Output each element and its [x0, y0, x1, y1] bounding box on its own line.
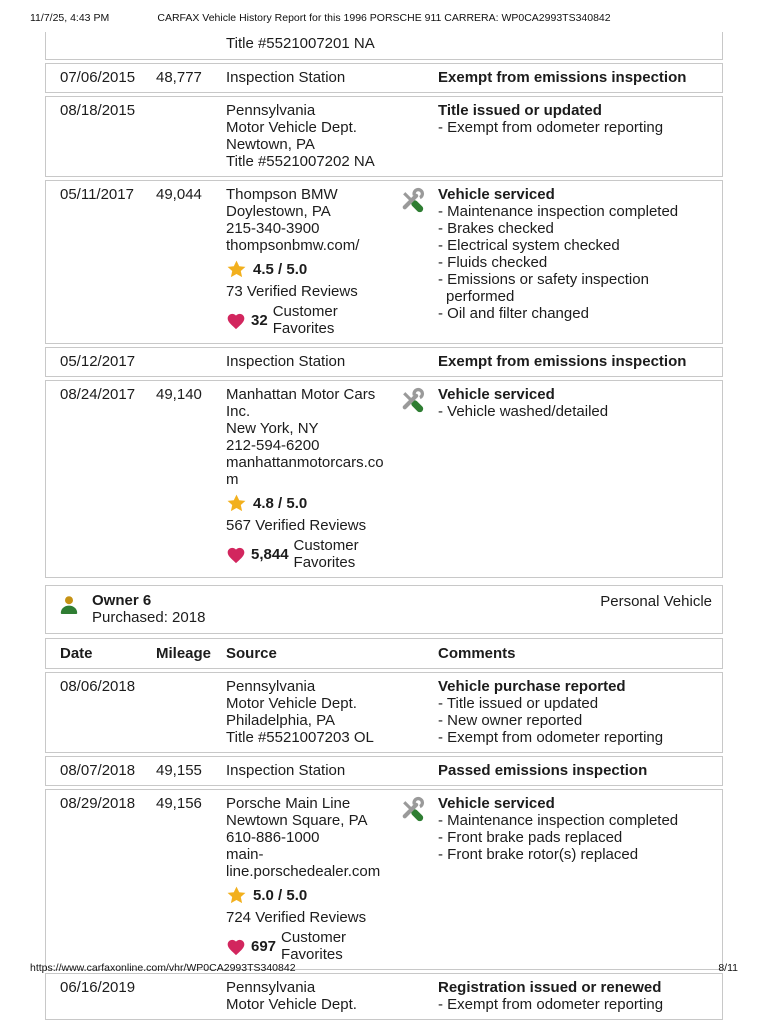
table-row [45, 756, 723, 786]
row-mileage: 48,777 [156, 69, 202, 86]
print-title: CARFAX Vehicle History Report for this 1996 PORSCHE 911 CARRERA: WP0CA2993TS340842 [157, 12, 611, 24]
row-source [226, 795, 398, 963]
star-icon [226, 885, 247, 906]
row-source [226, 102, 398, 170]
row-date: 07/06/2015 [60, 69, 136, 86]
row-source [226, 186, 398, 337]
comment-item: - Exempt from odometer reporting [438, 119, 664, 136]
customer-favorites [226, 303, 398, 337]
row-date: 08/18/2015 [60, 102, 136, 119]
dealer-rating [226, 493, 398, 514]
row-source [226, 35, 398, 52]
source-line: Title #5521007203 OL [226, 729, 374, 746]
dealer-rating [226, 885, 398, 906]
source-line: New York, NY [226, 420, 319, 437]
source-line: Newtown, PA [226, 136, 315, 153]
heart-icon [226, 937, 246, 956]
customer-favorites [226, 929, 398, 963]
source-line: 212-594-6200 [226, 437, 320, 454]
verified-reviews: 73 Verified Reviews [226, 283, 358, 300]
header-source: Source [226, 645, 277, 662]
comment-item: - Title issued or updated [438, 695, 599, 712]
row-mileage: 49,140 [156, 386, 202, 403]
heart-icon [226, 311, 246, 330]
table-row [45, 32, 723, 60]
comment-item: - New owner reported [438, 712, 583, 729]
row-mileage: 49,155 [156, 762, 202, 779]
source-line: Pennsylvania [226, 102, 316, 119]
table-row [45, 973, 723, 1020]
service-wrench-icon [398, 187, 425, 214]
rating-value: 4.8 / 5.0 [253, 495, 308, 512]
source-line: Doylestown, PA [226, 203, 331, 220]
table-row [45, 96, 723, 177]
source-line: Inspection Station [226, 69, 346, 86]
row-source [226, 678, 398, 746]
customer-favorites [226, 537, 398, 571]
comment-title: Title issued or updated [438, 102, 602, 119]
table-row [45, 672, 723, 753]
table-row [45, 380, 723, 578]
row-comments [438, 386, 712, 420]
service-wrench-icon [398, 387, 425, 414]
source-line: Porsche Main Line [226, 795, 351, 812]
source-line: Thompson BMW [226, 186, 338, 203]
source-line: Philadelphia, PA [226, 712, 335, 729]
comment-title: Vehicle purchase reported [438, 678, 626, 695]
row-source [226, 762, 398, 779]
row-comments [438, 979, 712, 1013]
history-rows-previous-owner [45, 32, 723, 578]
row-date: 08/07/2018 [60, 762, 136, 779]
star-icon [226, 493, 247, 514]
owner-person-icon [58, 595, 80, 621]
row-date: 05/12/2017 [60, 353, 136, 370]
verified-reviews: 724 Verified Reviews [226, 909, 367, 926]
comment-item: - Brakes checked [438, 220, 554, 237]
source-line: 610-886-1000 [226, 829, 320, 846]
row-comments [438, 795, 712, 863]
heart-icon [226, 545, 246, 564]
row-comments [438, 678, 712, 746]
service-wrench-icon [398, 386, 438, 414]
favorites-label: Customer Favorites [281, 929, 347, 963]
favorites-label: Customer Favorites [272, 303, 338, 337]
row-comments [438, 353, 712, 370]
comment-item: - Fluids checked [438, 254, 548, 271]
footer-url: https://www.carfaxonline.com/vhr/WP0CA2993TS340842 [30, 962, 296, 974]
source-line: thompsonbmw.com/ [226, 237, 360, 254]
comment-title: Vehicle serviced [438, 186, 555, 203]
favorites-label: Customer Favorites [293, 537, 359, 571]
row-comments [438, 69, 712, 86]
source-line: Title #5521007201 NA [226, 35, 375, 52]
source-line: Title #5521007202 NA [226, 153, 375, 170]
row-source [226, 69, 398, 86]
row-mileage: 49,156 [156, 795, 202, 812]
owner-section [45, 585, 723, 634]
owner-purchased: Purchased: 2018 [92, 609, 206, 626]
source-line: Motor Vehicle Dept. [226, 996, 357, 1013]
table-row [45, 180, 723, 344]
owner-heading [92, 592, 205, 626]
comment-title: Passed emissions inspection [438, 762, 648, 779]
comment-item: - Emissions or safety inspection performed [438, 271, 649, 305]
row-mileage: 49,044 [156, 186, 202, 203]
comment-item: - Oil and filter changed [438, 305, 589, 322]
service-wrench-icon [398, 796, 425, 823]
comment-item: - Front brake pads replaced [438, 829, 623, 846]
source-line: Pennsylvania [226, 979, 316, 996]
favorites-count: 32 [251, 311, 268, 329]
footer-page-number: 8/11 [718, 962, 738, 974]
source-line: Inspection Station [226, 353, 346, 370]
favorites-count: 697 [251, 937, 277, 955]
source-line: Pennsylvania [226, 678, 316, 695]
comment-item: - Exempt from odometer reporting [438, 729, 664, 746]
favorites-count: 5,844 [251, 545, 289, 563]
row-source [226, 979, 398, 1013]
row-date: 05/11/2017 [60, 186, 134, 203]
row-comments [438, 102, 712, 136]
row-comments [438, 762, 712, 779]
rating-value: 4.5 / 5.0 [253, 261, 308, 278]
print-footer [30, 962, 738, 974]
owner-vehicle-type: Personal Vehicle [600, 593, 712, 610]
header-comments: Comments [438, 645, 516, 662]
row-comments [438, 186, 712, 322]
source-line: Motor Vehicle Dept. [226, 119, 357, 136]
row-date: 08/29/2018 [60, 795, 136, 812]
service-wrench-icon [398, 795, 438, 823]
source-line: main-line.porschedealer.com [226, 846, 381, 880]
comment-item: - Exempt from odometer reporting [438, 996, 664, 1013]
comment-item: - Electrical system checked [438, 237, 620, 254]
service-wrench-icon [398, 186, 438, 214]
comment-item: - Maintenance inspection completed [438, 812, 679, 829]
row-source [226, 353, 398, 370]
dealer-rating [226, 259, 398, 280]
source-line: manhattanmotorcars.com [226, 454, 384, 488]
verified-reviews: 567 Verified Reviews [226, 517, 367, 534]
comment-title: Vehicle serviced [438, 795, 555, 812]
source-line: Newtown Square, PA [226, 812, 368, 829]
comment-title: Exempt from emissions inspection [438, 353, 687, 370]
comment-item: - Maintenance inspection completed [438, 203, 679, 220]
row-date: 06/16/2019 [60, 979, 136, 996]
rating-value: 5.0 / 5.0 [253, 887, 308, 904]
comment-item: - Vehicle washed/detailed [438, 403, 609, 420]
owner-title: Owner 6 [92, 592, 152, 609]
table-row [45, 789, 723, 970]
source-line: Inspection Station [226, 762, 346, 779]
source-line: 215-340-3900 [226, 220, 320, 237]
comment-title: Exempt from emissions inspection [438, 69, 687, 86]
print-timestamp: 11/7/25, 4:43 PM [30, 12, 110, 24]
row-date: 08/24/2017 [60, 386, 136, 403]
row-date: 08/06/2018 [60, 678, 136, 695]
table-header-row [45, 638, 723, 669]
header-mileage: Mileage [156, 645, 212, 662]
table-row [45, 347, 723, 377]
comment-item: - Front brake rotor(s) replaced [438, 846, 639, 863]
comment-title: Vehicle serviced [438, 386, 555, 403]
star-icon [226, 259, 247, 280]
comment-title: Registration issued or renewed [438, 979, 662, 996]
print-header [30, 12, 738, 24]
table-row [45, 63, 723, 93]
source-line: Motor Vehicle Dept. [226, 695, 357, 712]
source-line: Manhattan Motor Cars Inc. [226, 386, 376, 420]
row-source [226, 386, 398, 571]
header-date: Date [60, 645, 93, 662]
